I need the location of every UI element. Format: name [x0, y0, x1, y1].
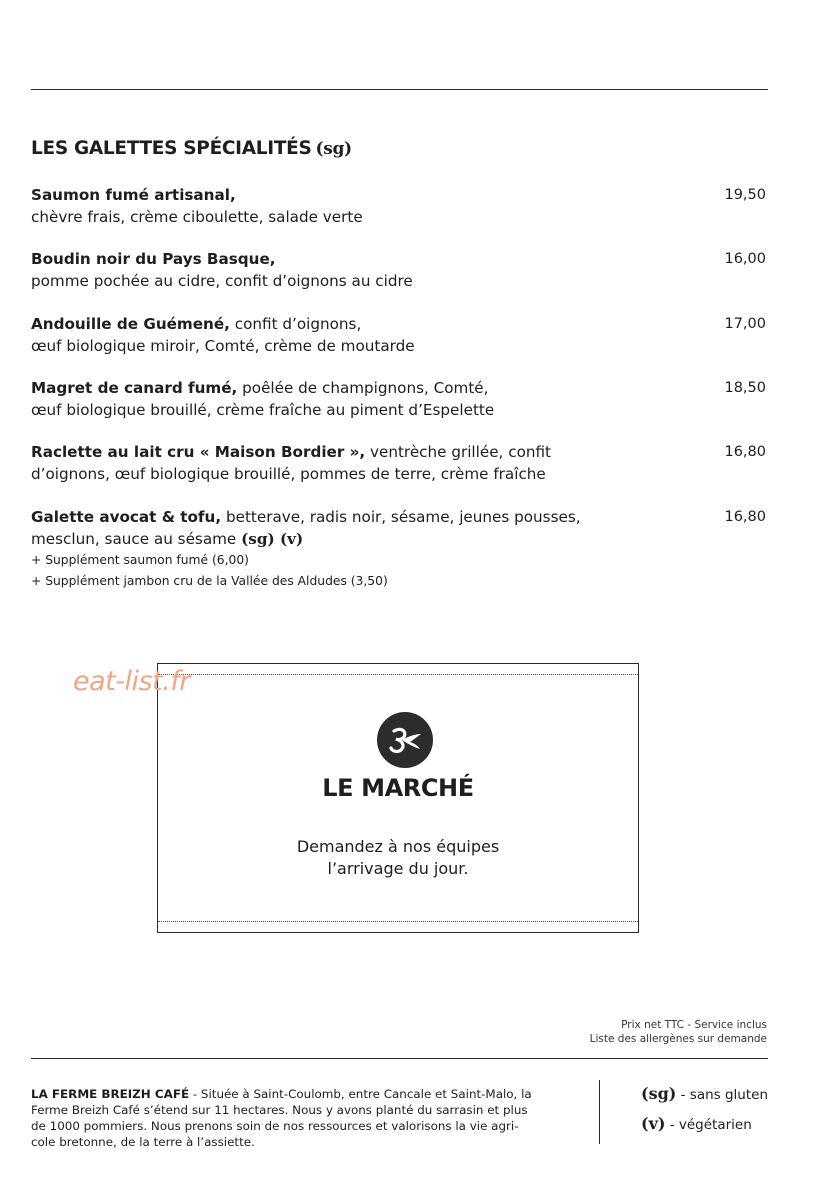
about-farm [31, 1086, 577, 1150]
menu-item [31, 184, 768, 228]
market-message-line: Demandez à nos équipes [296, 837, 500, 856]
item-price: 17,00 [724, 316, 766, 332]
menu-item [31, 377, 768, 421]
menu-item [31, 313, 768, 357]
watermark: eat-list.fr [73, 666, 190, 697]
about-text: cole bretonne, de la terre à l’assiette. [31, 1135, 255, 1149]
menu-item [31, 441, 768, 485]
legal-line: Liste des allergènes sur demande [589, 1032, 767, 1045]
supplement-line: + Supplément saumon fumé (6,00) [31, 553, 249, 567]
item-name: Galette avocat & tofu, [31, 508, 222, 526]
item-description: œuf biologique miroir, Comté, crème de moutarde [31, 337, 415, 355]
dotted-divider [158, 921, 638, 922]
item-description: pomme pochée au cidre, confit d’oignons au cidre [31, 272, 413, 290]
item-name: Saumon fumé artisanal, [31, 186, 236, 204]
market-message-line: l’arrivage du jour. [327, 859, 469, 878]
legend-symbol: (sg) [641, 1084, 677, 1103]
about-text: de 1000 pommiers. Nous prenons soin de nos ressources et valorisons la vie agri- [31, 1119, 519, 1133]
legend-gluten-free [641, 1084, 768, 1103]
item-price: 16,80 [724, 509, 766, 525]
top-divider [31, 89, 768, 90]
item-description-start: confit d’oignons, [229, 315, 362, 333]
item-price: 19,50 [724, 187, 766, 203]
le-marche-logo-icon [377, 712, 433, 768]
legend-vegetarian [641, 1114, 752, 1133]
item-name: Andouille de Guémené, [31, 315, 230, 333]
item-price: 16,80 [724, 444, 766, 460]
section-gluten-free-tag: (sg) [315, 139, 352, 159]
about-title: LA FERME BREIZH CAFÉ [31, 1087, 190, 1101]
item-description: d’oignons, œuf biologique brouillé, pommes de terre, crème fraîche [31, 465, 546, 483]
item-name: Magret de canard fumé, [31, 379, 238, 397]
section-title-text: LES GALETTES SPÉCIALITÉS [31, 138, 312, 159]
supplement-line: + Supplément jambon cru de la Vallée des Aldudes (3,50) [31, 574, 388, 588]
market-title: LE MARCHÉ [322, 774, 474, 802]
footer-divider [31, 1058, 768, 1059]
legend-label: - végétarien [665, 1117, 752, 1133]
item-description: œuf biologique brouillé, crème fraîche au piment d’Espelette [31, 401, 495, 419]
legend-symbol: (v) [641, 1114, 666, 1133]
market-message [158, 836, 638, 880]
legal-line: Prix net TTC - Service inclus [621, 1019, 767, 1031]
item-diet-tags: (sg) (v) [241, 530, 304, 548]
item-description: mesclun, sauce au sésame [31, 530, 242, 548]
dotted-divider [158, 674, 638, 675]
section-title [31, 138, 352, 159]
menu-item [31, 248, 768, 292]
item-name: Boudin noir du Pays Basque, [31, 250, 276, 268]
menu-item [31, 506, 768, 592]
item-description-start: poêlée de champignons, Comté, [237, 379, 489, 397]
market-box [157, 663, 639, 933]
legend-label: - sans gluten [676, 1087, 769, 1103]
item-description-start: betterave, radis noir, sésame, jeunes pousses, [221, 508, 581, 526]
item-price: 18,50 [724, 380, 766, 396]
footer-vertical-divider [599, 1080, 600, 1144]
legal-notice [590, 1019, 767, 1046]
about-text: - Située à Saint-Coulomb, entre Cancale et Saint-Malo, la [189, 1087, 532, 1101]
item-price: 16,00 [724, 251, 766, 267]
item-description-start: ventrèche grillée, confit [365, 443, 552, 461]
about-text: Ferme Breizh Café s’étend sur 11 hectares. Nous y avons planté du sarrasin et plus [31, 1103, 528, 1117]
item-description: chèvre frais, crème ciboulette, salade verte [31, 208, 363, 226]
item-name: Raclette au lait cru « Maison Bordier », [31, 443, 366, 461]
